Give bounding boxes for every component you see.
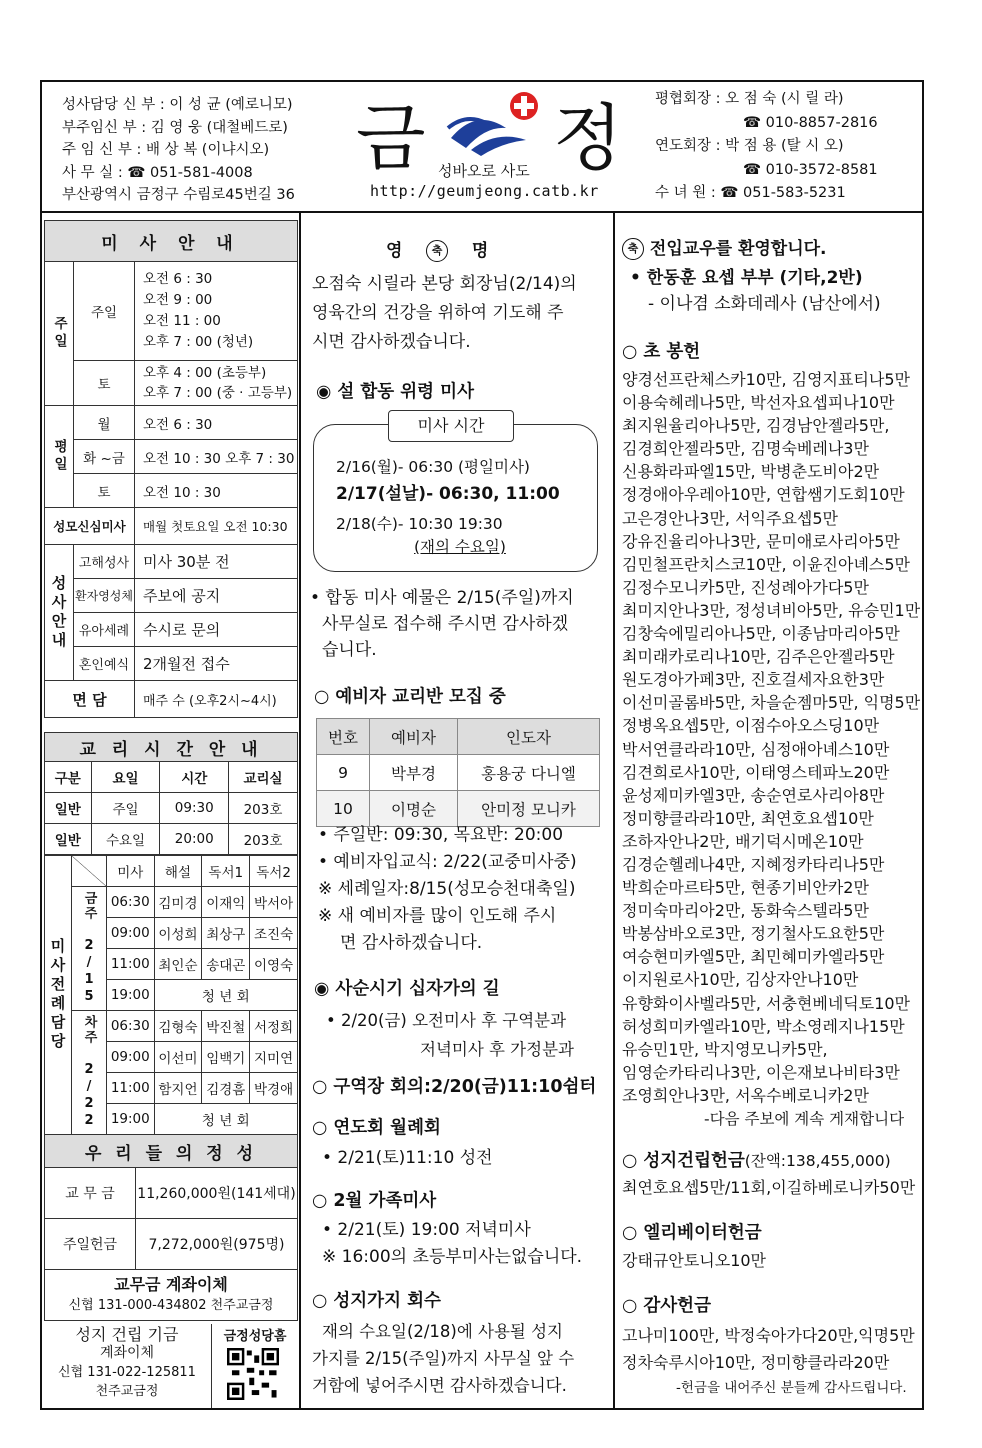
cat-header: 교리실 bbox=[229, 762, 298, 793]
donor-line: 양경선프란체스카10만, 김영지표티나5만 bbox=[622, 370, 911, 389]
mass-title: 미 사 안 내 bbox=[45, 221, 298, 262]
donor-line: 정미향클라라10만, 최연호요셉10만 bbox=[622, 808, 874, 828]
heart-mass-label: 성모신심미사 bbox=[45, 508, 135, 545]
time-line: 오전 9 : 00 bbox=[143, 292, 213, 308]
cat-cell: 안미정 모니카 bbox=[458, 791, 600, 827]
text-line: 정차숙루시아10만, 정미향클라라20만 bbox=[622, 1353, 890, 1372]
blessing-badge-icon: 축 bbox=[426, 240, 448, 262]
funeral-title bbox=[386, 240, 488, 264]
duty-time: 09:00 bbox=[107, 1042, 155, 1073]
welcome-title bbox=[622, 238, 827, 262]
duty-name: 박서아 bbox=[250, 887, 298, 918]
donor-line: 박봉삼바오로3만, 정기철사도요한5만 bbox=[622, 924, 885, 944]
time-line: 오후 4 : 00 (초등부) bbox=[143, 365, 267, 381]
thanks-title: ○ 감사헌금 bbox=[622, 1296, 711, 1316]
monday-time: 오전 6 : 30 bbox=[135, 406, 298, 440]
title-jeong: 정 bbox=[553, 96, 623, 180]
duty-name: 박경애 bbox=[250, 1073, 298, 1104]
sunday-label: 주일 bbox=[74, 262, 135, 361]
contact-info bbox=[655, 88, 878, 206]
duty-time: 19:00 bbox=[107, 980, 155, 1011]
title-char: 영 bbox=[386, 241, 403, 261]
donor-line: 임영순카타리나3만, 이은재보나비타3만 bbox=[622, 1062, 900, 1082]
info-line: 수 녀 원 : ☎ 051-583-5231 bbox=[655, 185, 846, 201]
cat-cell: 주일 bbox=[91, 793, 160, 824]
catechumen-title: ○ 예비자 교리반 모집 중 bbox=[314, 687, 506, 707]
donor-line: 박희순마르타5만, 현종기비안카2만 bbox=[622, 878, 869, 898]
candle-title: ○ 초 봉헌 bbox=[622, 342, 701, 362]
offering-label: 교 무 금 bbox=[45, 1168, 136, 1219]
divider bbox=[211, 1324, 212, 1408]
clergy-info bbox=[62, 94, 295, 207]
district-meeting: ○ 구역장 회의:2/20(금)11:10쉼터 bbox=[312, 1077, 597, 1097]
sacrament-value: 수시로 문의 bbox=[135, 613, 298, 647]
text-line: 습니다. bbox=[322, 640, 377, 660]
shrine-balance: (잔액:138,455,000) bbox=[744, 1152, 891, 1170]
duty-name: 김형숙 bbox=[154, 1011, 202, 1042]
palm-title: ○ 성지가지 회수 bbox=[312, 1291, 441, 1311]
week1-label: 금주 2/15 bbox=[72, 887, 107, 1011]
donor-line: 김창숙에밀리아나5만, 이종남마리아5만 bbox=[622, 624, 900, 644]
building-sub: 계좌이체 bbox=[99, 1345, 155, 1361]
info-line: 연도회장 : 박 점 용 (탈 시 오) bbox=[655, 138, 844, 154]
mass-line: 2/18(수)- 10:30 19:30 bbox=[336, 515, 503, 533]
time-line: 오후 7 : 00 (중 · 고등부) bbox=[143, 385, 293, 401]
sacrament-value: 주보에 공지 bbox=[135, 579, 298, 613]
duty-name: 이영숙 bbox=[250, 949, 298, 980]
catechism-title: 교 리 시 간 안 내 bbox=[45, 733, 298, 762]
duty-header: 독서2 bbox=[250, 856, 298, 887]
text-line: • 2/20(금) 오전미사 후 구역분과 bbox=[326, 1011, 567, 1030]
account-title: 교무금 계좌이체 bbox=[114, 1275, 228, 1294]
sacrament-label: 혼인예식 bbox=[74, 647, 135, 681]
duty-name: 이재익 bbox=[202, 887, 250, 918]
donor-line: 최지원율리아나5만, 김경남안젤라5만, bbox=[622, 416, 890, 436]
text-line: 거함에 넣어주시면 감사하겠습니다. bbox=[312, 1376, 567, 1395]
duty-header: 미사 bbox=[107, 856, 155, 887]
monday-label: 월 bbox=[74, 406, 135, 440]
family-mass-body bbox=[322, 1217, 582, 1271]
donor-line: 여승현미카엘5만, 최민혜미카엘라5만 bbox=[622, 947, 885, 967]
donor-line: 김견희로사10만, 이태영스테파노20만 bbox=[622, 762, 890, 782]
column-divider bbox=[613, 212, 615, 1410]
duty-name: 김경흠 bbox=[202, 1073, 250, 1104]
info-line: 사 무 실 : ☎ 051-581-4008 bbox=[62, 164, 253, 181]
cat-cell: 09:30 bbox=[160, 793, 229, 824]
sacrament-label: 고해성사 bbox=[74, 545, 135, 579]
cat-cell: 20:00 bbox=[160, 824, 229, 855]
website-url[interactable]: http://geumjeong.catb.kr bbox=[370, 182, 599, 200]
heart-mass-time: 매월 첫토요일 오전 10:30 bbox=[135, 508, 298, 545]
duty-header: 독서1 bbox=[202, 856, 250, 887]
cat-cell: 홍용궁 다니엘 bbox=[458, 755, 600, 791]
yeondo-title: ○ 연도회 월례회 bbox=[312, 1118, 441, 1138]
way-of-cross-body bbox=[326, 1006, 574, 1064]
donor-line: 김민철프란치스코10만, 이윤진아녜스5만 bbox=[622, 554, 911, 574]
time-line: 오전 11 : 00 bbox=[143, 313, 221, 329]
duty-name: 최상구 bbox=[202, 918, 250, 949]
duty-name: 송대곤 bbox=[202, 949, 250, 980]
duty-time: 11:00 bbox=[107, 1073, 155, 1104]
sacrament-value: 미사 30분 전 bbox=[135, 545, 298, 579]
duty-vert: 미사전례담당 bbox=[45, 856, 72, 1135]
mass-line: 2/16(월)- 06:30 (평일미사) bbox=[336, 458, 530, 476]
offering-table bbox=[44, 1134, 298, 1321]
cat-cell: 10 bbox=[317, 791, 370, 827]
duty-name: 함지언 bbox=[154, 1073, 202, 1104]
donor-line: 고은경안나3만, 서익주요셉5만 bbox=[622, 508, 839, 528]
cat-cell: 9 bbox=[317, 755, 370, 791]
duty-corner bbox=[72, 856, 107, 887]
saturday2-label: 토 bbox=[74, 474, 135, 508]
text-line: 재의 수요일(2/18)에 사용될 성지 bbox=[322, 1322, 563, 1341]
title-char: 명 bbox=[471, 241, 489, 261]
cat-header: 시간 bbox=[160, 762, 229, 793]
mass-line: (재의 수요일) bbox=[414, 538, 506, 556]
time-line: 오후 7 : 00 (청년) bbox=[143, 334, 254, 350]
sacrament-vert: 성사안내 bbox=[45, 545, 74, 681]
donor-line: 박서연클라라10만, 심정애아녜스10만 bbox=[622, 739, 890, 759]
duty-table bbox=[44, 855, 298, 1135]
yeondo-line: • 2/21(토)11:10 성전 bbox=[322, 1148, 493, 1168]
text-line: • 한동훈 요셉 부부 (기타,2반) bbox=[630, 268, 863, 288]
building-title: 성지 건립 기금 bbox=[75, 1325, 179, 1344]
donor-line: 신용화라파엘15만, 박병춘도비아2만 bbox=[622, 462, 880, 482]
donor-line: 김정수모니카5만, 진성례아가다5만 bbox=[622, 577, 869, 597]
donor-line: 조하자안나2만, 배기덕시메온10만 bbox=[622, 831, 864, 851]
text-line: 오점숙 시릴라 본당 회장님(2/14)의 bbox=[312, 274, 577, 294]
donor-line: 조영희안나3만, 서옥수베로니카2만 bbox=[622, 1085, 869, 1105]
donor-line: 정경애아우레아10만, 연합쌤기도회10만 bbox=[622, 485, 905, 505]
donor-line: 이지원로사10만, 김상자안나10만 bbox=[622, 970, 859, 990]
cat-cell: 일반 bbox=[45, 824, 92, 855]
cat-header: 번호 bbox=[317, 719, 370, 755]
offering-label: 주일헌금 bbox=[45, 1219, 136, 1270]
text-line: 고나미100만, 박정숙아가다20만,익명5만 bbox=[622, 1326, 915, 1345]
offering-value: 7,272,000원(975명) bbox=[136, 1219, 298, 1270]
donor-line: 유향화이사벨라5만, 서충현베네딕토10만 bbox=[622, 993, 911, 1013]
building-account: 신협 131-022-125811 bbox=[58, 1365, 196, 1380]
text-line: • 2/21(토) 19:00 저녁미사 bbox=[322, 1220, 531, 1240]
duty-name: 서정희 bbox=[250, 1011, 298, 1042]
youth-group: 청 년 회 bbox=[154, 1104, 297, 1135]
duty-name: 이성희 bbox=[154, 918, 202, 949]
building-fund bbox=[44, 1325, 210, 1401]
cat-cell: 203호 bbox=[229, 793, 298, 824]
building-name: 천주교금정 bbox=[95, 1384, 159, 1399]
info-line: 성사담당 신 부 : 이 성 균 (예로니모) bbox=[62, 97, 293, 113]
parish-logo-icon bbox=[446, 88, 546, 158]
catechumen-notes bbox=[318, 822, 577, 957]
donor-line: 유승민1만, 박지영모니카5만, bbox=[622, 1039, 828, 1059]
cat-cell: 박부경 bbox=[370, 755, 458, 791]
candle-continue: -다음 주보에 계속 게재합니다 bbox=[704, 1110, 905, 1128]
thanks-footer: -헌금을 내어주신 분들께 감사드립니다. bbox=[676, 1380, 907, 1396]
duty-name: 임백기 bbox=[202, 1042, 250, 1073]
cat-cell: 이명순 bbox=[370, 791, 458, 827]
text-line: - 이나겸 소화데레사 (남산에서) bbox=[648, 294, 881, 314]
duty-name: 지미연 bbox=[250, 1042, 298, 1073]
donor-line: 원도경아가페3만, 진호걸세자요한3만 bbox=[622, 670, 885, 690]
account-value: 신협 131-000-434802 천주교금정 bbox=[68, 1298, 274, 1313]
weekday-vert: 평일 bbox=[45, 406, 74, 508]
shrine-line: 최연호요셉5만/11회,이길하베로니카50만 bbox=[622, 1178, 916, 1197]
donor-line: 김경희안젤라5만, 김명숙베레나3만 bbox=[622, 439, 869, 459]
info-line: 부주임신 부 : 김 영 웅 (대철베드로) bbox=[62, 119, 288, 136]
way-of-cross-title: ◉ 사순시기 십자가의 길 bbox=[314, 979, 500, 999]
header-divider bbox=[40, 211, 924, 213]
cat-header: 요일 bbox=[91, 762, 160, 793]
funeral-body bbox=[312, 270, 577, 357]
welcome-body bbox=[630, 265, 881, 317]
text-line: ※ 16:00의 초등부미사는없습니다. bbox=[322, 1247, 583, 1267]
duty-name: 이선미 bbox=[154, 1042, 202, 1073]
duty-name: 박진철 bbox=[202, 1011, 250, 1042]
sacrament-label: 환자영성체 bbox=[74, 579, 135, 613]
text-line: • 합동 미사 예물은 2/15(주일)까지 bbox=[310, 588, 574, 608]
saturday-label: 토 bbox=[74, 361, 135, 406]
cat-header: 예비자 bbox=[370, 719, 458, 755]
donor-line: 최미래카로리나10만, 김주은안젤라5만 bbox=[622, 647, 895, 667]
welcome-text: 전입교우를 환영합니다. bbox=[649, 239, 827, 259]
cat-header: 인도자 bbox=[458, 719, 600, 755]
donor-line: 이선미골롬바5만, 차을순젬마5만, 익명5만 bbox=[622, 693, 921, 713]
catechism-table bbox=[44, 732, 298, 855]
sacrament-label: 유아세례 bbox=[74, 613, 135, 647]
text-line: 저녁미사 후 가정분과 bbox=[420, 1040, 574, 1059]
sacrament-value: 2개월전 접수 bbox=[135, 647, 298, 681]
duty-name: 최인순 bbox=[154, 949, 202, 980]
shrine-title-row bbox=[622, 1150, 891, 1174]
time-line: 오전 6 : 30 bbox=[143, 271, 213, 287]
text-line: ※ 새 예비자를 많이 인도해 주시 bbox=[318, 906, 557, 926]
shrine-title: ○ 성지건립헌금 bbox=[622, 1151, 745, 1171]
text-line: • 주일반: 09:30, 목요반: 20:00 bbox=[318, 825, 564, 845]
column-divider bbox=[299, 212, 301, 1410]
cat-cell: 일반 bbox=[45, 793, 92, 824]
catechumen-table bbox=[316, 718, 600, 827]
cat-cell: 203호 bbox=[229, 824, 298, 855]
info-line: ☎ 010-3572-8581 bbox=[743, 161, 878, 178]
duty-time: 06:30 bbox=[107, 1011, 155, 1042]
donor-line: 최미지안나3만, 정성녀비아5만, 유승민1만 bbox=[622, 600, 921, 620]
interview-value: 매주 수 (오후2시~4시) bbox=[135, 681, 298, 718]
text-line: ※ 세례일자:8/15(성모승천대축일) bbox=[318, 879, 576, 899]
info-line: 평협회장 : 오 점 숙 (시 릴 라) bbox=[655, 91, 844, 107]
text-line: • 예비자입교식: 2/22(교중미사중) bbox=[318, 852, 577, 872]
info-line: 주 임 신 부 : 배 상 복 (이냐시오) bbox=[62, 142, 270, 158]
info-line: 부산광역시 금정구 수림로45번길 36 bbox=[62, 187, 295, 203]
family-mass-title: ○ 2월 가족미사 bbox=[312, 1191, 437, 1211]
duty-header: 해설 bbox=[154, 856, 202, 887]
elevator-line: 강태규안토니오10만 bbox=[622, 1251, 767, 1270]
interview-label: 면 담 bbox=[45, 681, 135, 718]
duty-name: 김미경 bbox=[154, 887, 202, 918]
donor-line: 윤성제미카엘3만, 송순연로사리아8만 bbox=[622, 785, 885, 805]
saturday-times bbox=[135, 361, 298, 406]
text-line: 영육간의 건강을 위하여 기도해 주 bbox=[312, 303, 564, 323]
donor-line: 정병옥요셉5만, 이점수아오스딩10만 bbox=[622, 716, 880, 736]
account-box bbox=[45, 1270, 298, 1321]
elevator-title: ○ 엘리베이터헌금 bbox=[622, 1223, 762, 1243]
saturday2-time: 오전 10 : 30 bbox=[135, 474, 298, 508]
blessing-badge-icon: 축 bbox=[622, 238, 644, 260]
week2-label: 차주 2/22 bbox=[72, 1011, 107, 1135]
text-line: 면 감사하겠습니다. bbox=[340, 933, 483, 953]
duty-name: 조진숙 bbox=[250, 918, 298, 949]
palm-body bbox=[312, 1318, 574, 1399]
donor-line: 김경순헬레나4만, 지혜정카타리나5만 bbox=[622, 854, 885, 874]
candle-list bbox=[622, 368, 920, 1107]
cat-cell: 수요일 bbox=[91, 824, 160, 855]
text-line: 가지를 2/15(주일)까지 사무실 앞 수 bbox=[312, 1349, 575, 1368]
title-geum: 금 bbox=[356, 96, 426, 180]
newyear-note bbox=[310, 585, 574, 663]
homepage-label: 금정성당홈 bbox=[223, 1329, 287, 1344]
donor-line: 강유진율리아나3만, 문미애로사리아5만 bbox=[622, 531, 900, 551]
cat-header: 구분 bbox=[45, 762, 92, 793]
info-line: ☎ 010-8857-2816 bbox=[743, 114, 878, 131]
youth-group: 청 년 회 bbox=[154, 980, 297, 1011]
mass-time-label: 미사 시간 bbox=[388, 410, 514, 442]
qr-code-icon[interactable] bbox=[223, 1348, 283, 1400]
donor-line: 허성희미카엘라10만, 박소영레지나15만 bbox=[622, 1016, 905, 1036]
patron-saint: 성바오로 사도 bbox=[438, 162, 530, 180]
sunday-times bbox=[135, 262, 298, 361]
text-line: 사무실로 접수해 주시면 감사하겠 bbox=[322, 614, 569, 634]
tue-fri-label: 화 ~금 bbox=[74, 440, 135, 474]
mass-line: 2/17(설날)- 06:30, 11:00 bbox=[336, 484, 560, 504]
thanks-body bbox=[622, 1322, 915, 1376]
duty-time: 09:00 bbox=[107, 918, 155, 949]
duty-time: 11:00 bbox=[107, 949, 155, 980]
sunday-vert: 주일 bbox=[45, 262, 74, 406]
tue-fri-time: 오전 10 : 30 오후 7 : 30 bbox=[135, 440, 298, 474]
donor-line: 이용숙헤레나5만, 박선자요셉피나10만 bbox=[622, 393, 895, 413]
text-line: 시면 감사하겠습니다. bbox=[312, 332, 471, 352]
offering-value: 11,260,000원(141세대) bbox=[136, 1168, 298, 1219]
donor-line: 정미숙마리아2만, 동화숙스텔라5만 bbox=[622, 901, 869, 921]
offering-title: 우 리 들 의 정 성 bbox=[45, 1135, 298, 1168]
duty-time: 19:00 bbox=[107, 1104, 155, 1135]
mass-schedule-table bbox=[44, 220, 298, 718]
duty-time: 06:30 bbox=[107, 887, 155, 918]
newyear-title: ◉ 설 합동 위령 미사 bbox=[316, 382, 474, 402]
